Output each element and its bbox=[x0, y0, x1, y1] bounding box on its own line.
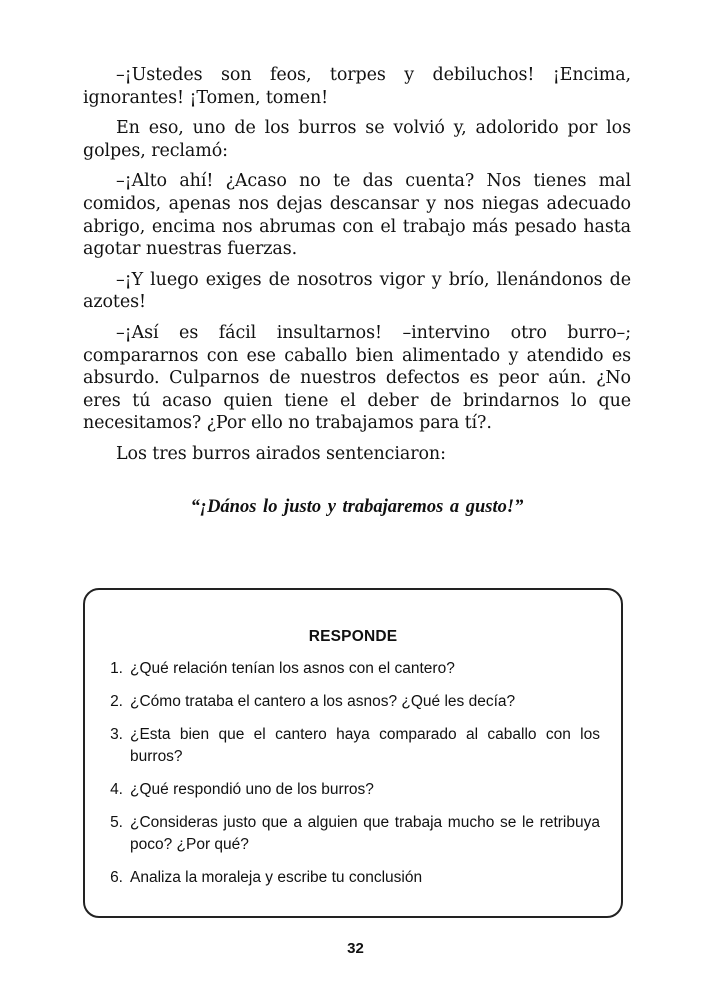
question-text: ¿Consideras justo que a alguien que trabaja mucho se le retribuya poco? ¿Por qué? bbox=[130, 814, 600, 853]
question-text: ¿Qué relación tenían los asnos con el cantero? bbox=[130, 660, 455, 677]
question-item bbox=[85, 724, 621, 768]
question-number: 2. bbox=[110, 693, 123, 710]
question-text: ¿Cómo trataba el cantero a los asnos? ¿Qué les decía? bbox=[130, 693, 516, 710]
question-number: 4. bbox=[110, 781, 123, 798]
question-text: ¿Qué respondió uno de los burros? bbox=[130, 781, 374, 798]
question-item bbox=[85, 691, 621, 713]
question-item bbox=[85, 658, 621, 680]
story-paragraph: En eso, uno de los burros se volvió y, adolorido por los golpes, reclamó: bbox=[83, 118, 631, 161]
question-item bbox=[85, 779, 621, 801]
question-text: Analiza la moraleja y escribe tu conclusión bbox=[130, 869, 423, 886]
question-item bbox=[85, 812, 621, 856]
moral-slogan: “¡Dános lo justo y trabajaremos a gusto!” bbox=[190, 497, 524, 517]
question-list bbox=[85, 658, 621, 889]
question-item bbox=[85, 867, 621, 889]
page-number: 32 bbox=[347, 940, 364, 957]
responde-title: RESPONDE bbox=[308, 628, 398, 645]
story-paragraph: –¡Así es fácil insultarnos! –intervino otro burro–; compararnos con ese caballo bien alimentado y atendido es absurdo. Culparnos de nuestros defectos es peor aún. ¿No eres tú acaso quien tiene el deber de brindarnos lo que necesitamos? ¿Por ello no trabajamos para tí?. bbox=[83, 322, 631, 434]
question-number: 5. bbox=[110, 814, 123, 831]
story-paragraph: –¡Y luego exiges de nosotros vigor y brío, llenándonos de azotes! bbox=[83, 269, 631, 313]
question-number: 6. bbox=[110, 869, 123, 886]
story-paragraph: Los tres burros airados sentenciaron: bbox=[116, 443, 446, 464]
story-paragraph: –¡Alto ahí! ¿Acaso no te das cuenta? Nos tienes mal comidos, apenas nos dejas descansar y nos niegas adecuado abrigo, encima nos abrumas con el trabajo más pesado hasta agotar nuestras fuerzas. bbox=[83, 171, 631, 260]
story-paragraph: –¡Ustedes son feos, torpes y debiluchos! ¡Encima, ignorantes! ¡Tomen, tomen! bbox=[83, 65, 631, 108]
story-text bbox=[83, 64, 631, 474]
question-text: ¿Esta bien que el cantero haya comparado al caballo con los burros? bbox=[130, 726, 600, 765]
question-number: 3. bbox=[110, 726, 123, 743]
responde-box bbox=[83, 588, 623, 918]
question-number: 1. bbox=[110, 660, 123, 677]
